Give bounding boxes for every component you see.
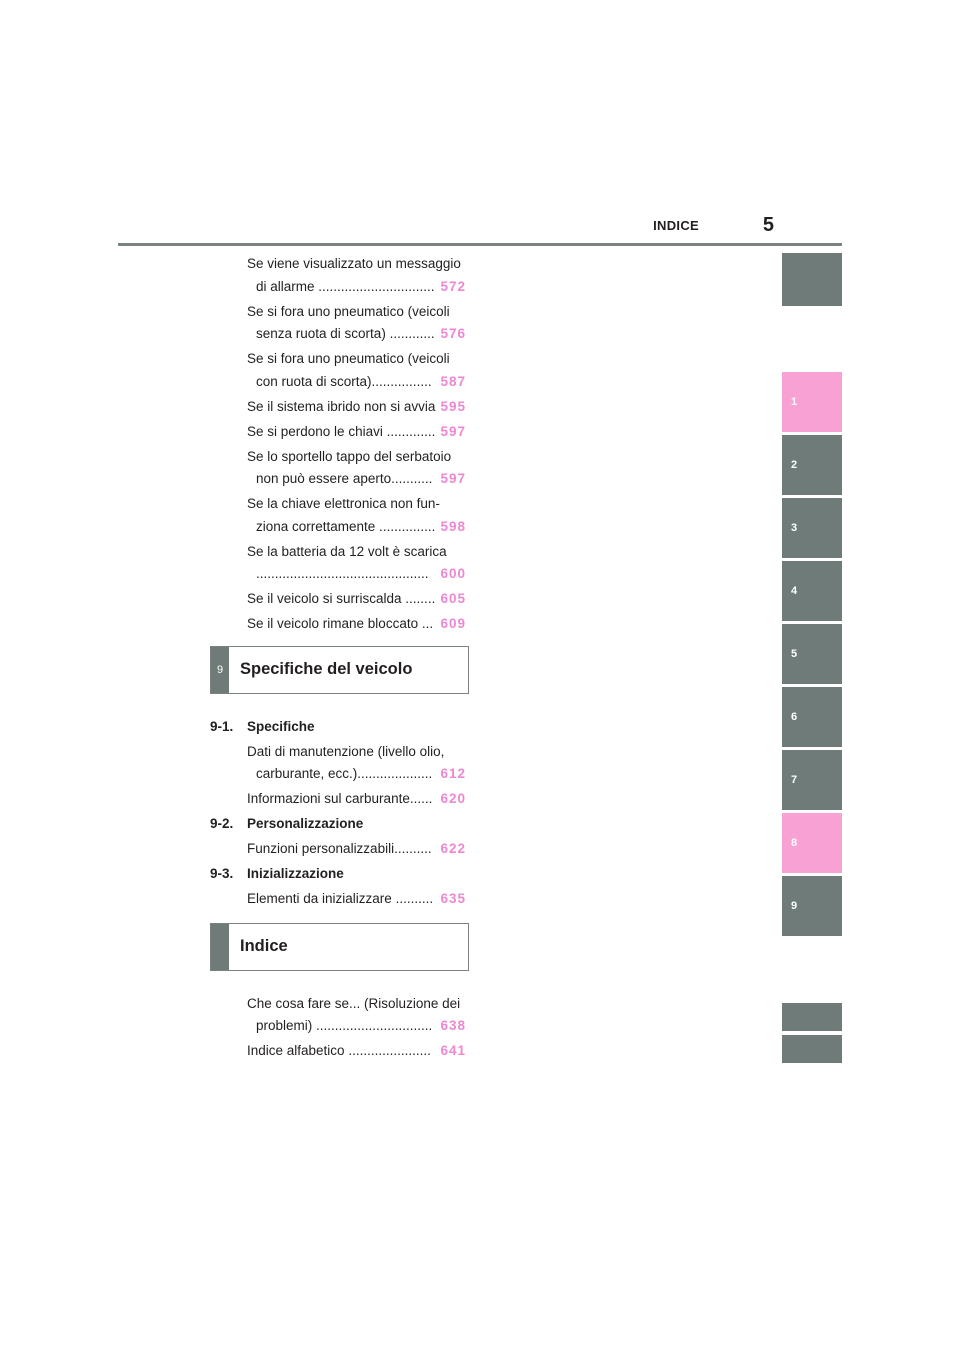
section-number-tab bbox=[211, 924, 229, 970]
toc-entry[interactable]: Se si fora uno pneumatico (veicoli senza ruota di scorta) ............ 576 bbox=[210, 301, 472, 346]
section-heading-indice bbox=[210, 923, 469, 971]
page-link[interactable]: 641 bbox=[440, 1043, 466, 1058]
chapter-tab-8[interactable]: 8 bbox=[782, 813, 842, 873]
page-link[interactable]: 638 bbox=[440, 1018, 466, 1033]
chapter-tab-5[interactable]: 5 bbox=[782, 624, 842, 684]
chapter-heading: 9-1. Specifiche bbox=[210, 718, 315, 734]
chapter-tab-4[interactable]: 4 bbox=[782, 561, 842, 621]
page-number: 5 bbox=[762, 214, 774, 236]
toc-entry[interactable]: Se la batteria da 12 volt è scarica .............................................. 600 bbox=[210, 541, 472, 586]
page-link[interactable]: 572 bbox=[440, 278, 466, 294]
section-number-tab: 9 bbox=[211, 647, 229, 693]
toc-entry[interactable]: Se si fora uno pneumatico (veicoli con ruota di scorta)................ 587 bbox=[210, 348, 472, 393]
toc-entry[interactable]: Informazioni sul carburante...... 620 bbox=[210, 788, 472, 811]
header-divider bbox=[118, 243, 842, 246]
page-link[interactable]: 597 bbox=[440, 423, 466, 439]
chapter-tab-2[interactable]: 2 bbox=[782, 435, 842, 495]
section-title: INDICE bbox=[653, 218, 699, 233]
section-heading-specifiche bbox=[210, 646, 469, 694]
toc-entry[interactable]: Se si perdono le chiavi ............. 597 bbox=[210, 421, 472, 444]
toc-entry[interactable]: Che cosa fare se... (Risoluzione dei problemi) ............................... 638 bbox=[210, 993, 472, 1038]
chapter-heading: 9-3. Inizializzazione bbox=[210, 866, 344, 881]
section-title: Indice bbox=[240, 936, 288, 955]
page-link[interactable]: 635 bbox=[440, 891, 466, 906]
toc-entry[interactable]: Dati di manutenzione (livello olio, carburante, ecc.).................... 612 bbox=[210, 741, 472, 786]
page-link[interactable]: 597 bbox=[440, 471, 466, 486]
table-of-contents bbox=[210, 253, 472, 1065]
chapter-tab-extra-1[interactable] bbox=[782, 1003, 842, 1031]
page-link[interactable]: 612 bbox=[440, 766, 466, 781]
chapter-tab-3[interactable]: 3 bbox=[782, 498, 842, 558]
page-link[interactable]: 587 bbox=[440, 373, 466, 389]
toc-entry[interactable]: Se la chiave elettronica non fun- ziona correttamente ............... 598 bbox=[210, 493, 472, 538]
toc-entry[interactable]: Elementi da inizializzare .......... 635 bbox=[210, 888, 472, 911]
page-link[interactable]: 620 bbox=[440, 791, 466, 806]
chapter-tab-7[interactable]: 7 bbox=[782, 750, 842, 810]
page-link[interactable]: 622 bbox=[440, 841, 466, 856]
page-link[interactable]: 598 bbox=[440, 518, 466, 534]
page-link[interactable]: 609 bbox=[440, 616, 466, 631]
toc-entry[interactable]: Indice alfabetico ...................... 641 bbox=[210, 1040, 472, 1063]
page-link[interactable]: 595 bbox=[440, 398, 466, 414]
toc-entry[interactable]: Funzioni personalizzabili.......... 622 bbox=[210, 838, 472, 861]
toc-entry[interactable]: Se il sistema ibrido non si avvia 595 bbox=[210, 396, 472, 419]
chapter-tab-extra-2[interactable] bbox=[782, 1035, 842, 1063]
chapter-tab-9[interactable]: 9 bbox=[782, 876, 842, 936]
page-link[interactable]: 605 bbox=[440, 591, 466, 606]
toc-entry[interactable]: Se viene visualizzato un messaggio di allarme ............................... 572 bbox=[210, 253, 472, 298]
chapter-heading: 9-2. Personalizzazione bbox=[210, 816, 364, 831]
chapter-tab-contents[interactable] bbox=[782, 253, 842, 306]
toc-entry[interactable]: Se il veicolo rimane bloccato ... 609 bbox=[210, 613, 472, 636]
toc-entry[interactable]: Se lo sportello tappo del serbatoio non può essere aperto........... 597 bbox=[210, 446, 472, 491]
page-link[interactable]: 600 bbox=[440, 566, 466, 581]
toc-entry[interactable]: Se il veicolo si surriscalda ........ 605 bbox=[210, 588, 472, 611]
section-title: Specifiche del veicolo bbox=[240, 659, 413, 678]
chapter-tab-6[interactable]: 6 bbox=[782, 687, 842, 747]
chapter-tab-1[interactable]: 1 bbox=[782, 372, 842, 432]
page-link[interactable]: 576 bbox=[440, 326, 466, 341]
